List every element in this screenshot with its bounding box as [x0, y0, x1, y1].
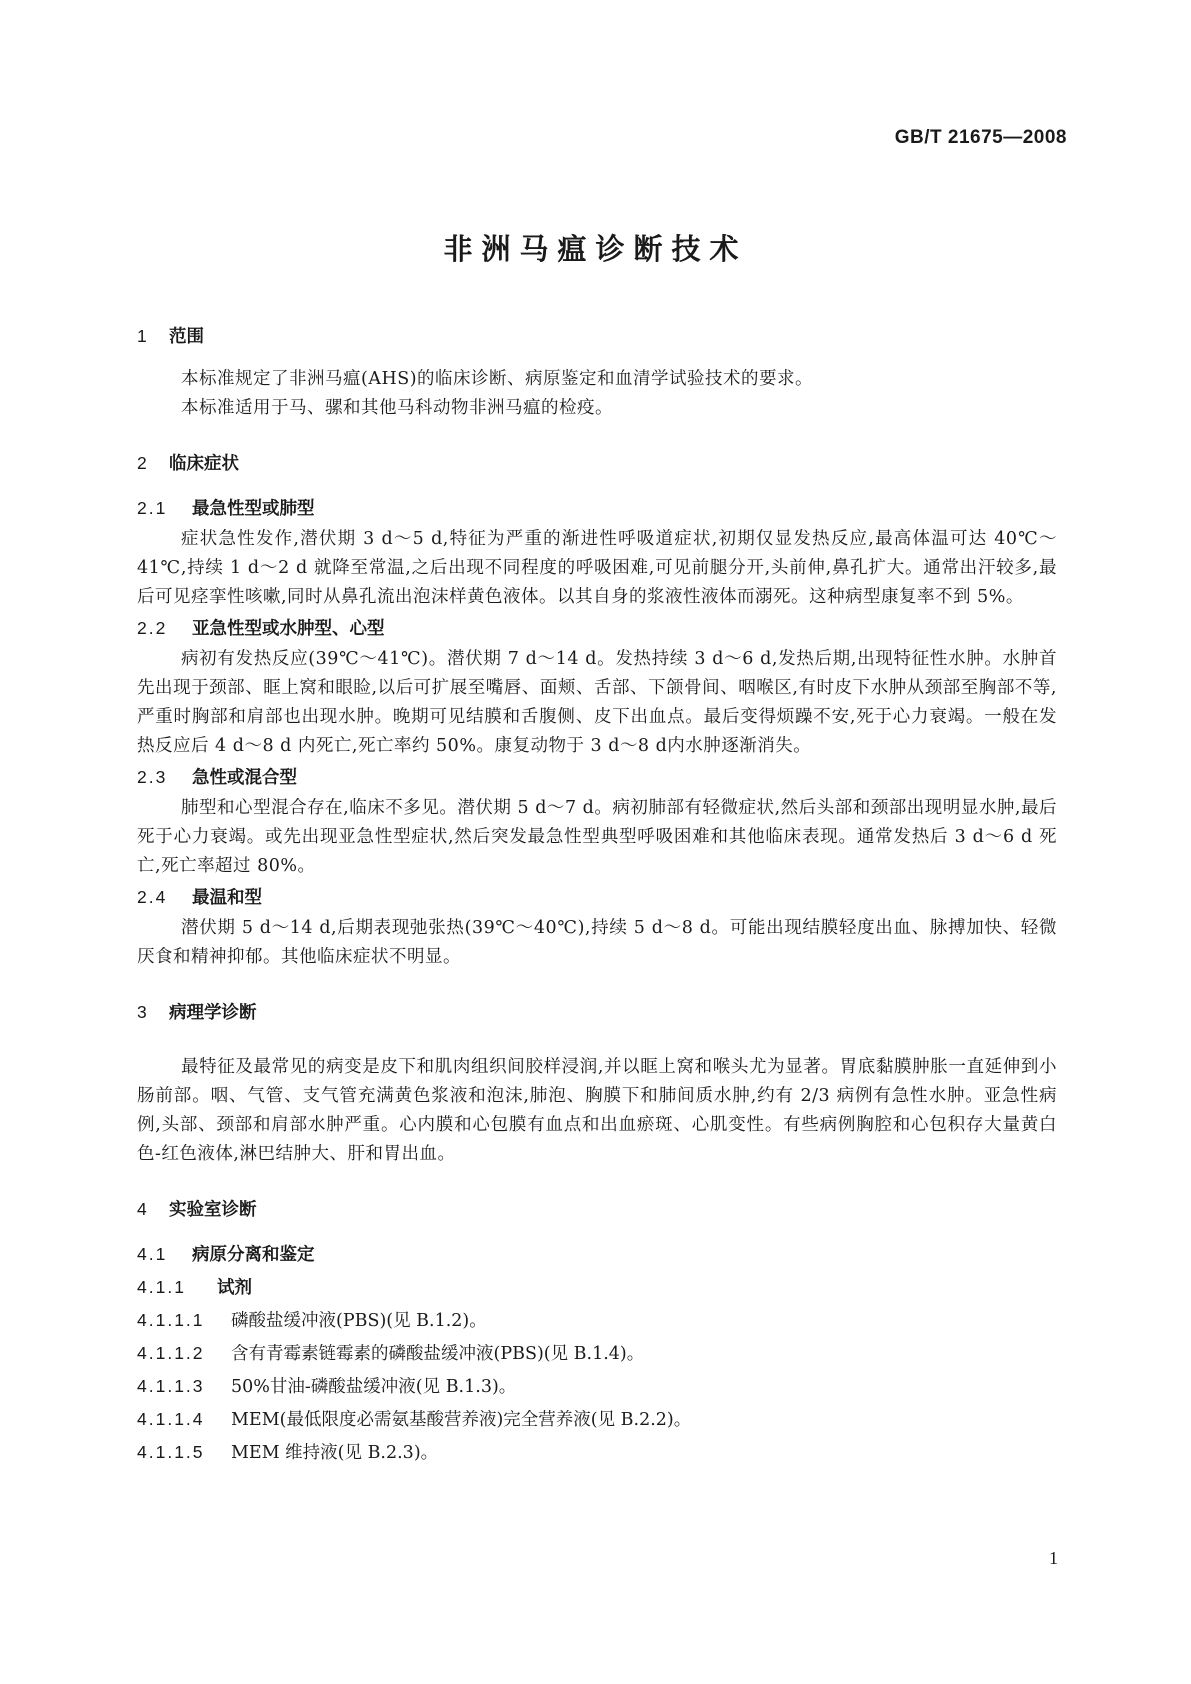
section-heading-2: 2 临床症状 — [137, 453, 239, 474]
section-heading-1: 1 范围 — [137, 326, 204, 347]
paragraph: 肺型和心型混合存在,临床不多见。潜伏期 5 d～7 d。病初肺部有轻微症状,然后头部和颈部出现明显水肿,最后死于心力衰竭。或先出现亚急性型症状,然后突发最急性型典型呼吸困难和其他临床表现。通常发热后 3 d～6 d 死亡,死亡率超过 80%。 — [137, 798, 1057, 876]
paragraph: 潜伏期 5 d～14 d,后期表现弛张热(39℃～40℃),持续 5 d～8 d。可能出现结膜轻度出血、脉搏加快、轻微厌食和精神抑郁。其他临床症状不明显。 — [137, 918, 1057, 967]
reagent-item: 4.1.1.4 MEM(最低限度必需氨基酸营养液)完全营养液(见 B.2.2)。 — [137, 1409, 692, 1430]
reagent-item: 4.1.1.1 磷酸盐缓冲液(PBS)(见 B.1.2)。 — [137, 1310, 487, 1331]
paragraph: 本标准规定了非洲马瘟(AHS)的临床诊断、病原鉴定和血清学试验技术的要求。 — [181, 369, 814, 389]
section-heading-4-1: 4.1 病原分离和鉴定 — [137, 1244, 315, 1265]
reagent-item: 4.1.1.2 含有青霉素链霉素的磷酸盐缓冲液(PBS)(见 B.1.4)。 — [137, 1343, 645, 1364]
section-heading-2-2: 2.2 亚急性型或水肿型、心型 — [137, 618, 385, 639]
section-heading-4: 4 实验室诊断 — [137, 1199, 257, 1220]
document-body — [137, 320, 1057, 1469]
section-heading-2-3: 2.3 急性或混合型 — [137, 767, 297, 788]
document-title: 非洲马瘟诊断技术 — [443, 232, 748, 266]
section-heading-3: 3 病理学诊断 — [137, 1002, 257, 1023]
section-heading-2-4: 2.4 最温和型 — [137, 887, 262, 908]
standard-code: GB/T 21675—2008 — [894, 127, 1067, 148]
paragraph: 本标准适用于马、骡和其他马科动物非洲马瘟的检疫。 — [181, 398, 613, 418]
paragraph: 病初有发热反应(39℃～41℃)。潜伏期 7 d～14 d。发热持续 3 d～6 d,发热后期,出现特征性水肿。水肿首先出现于颈部、眶上窝和眼睑,以后可扩展至嘴唇、面颊、舌部、下颌骨间、咽喉区,有时皮下水肿从颈部至胸部不等,严重时胸部和肩部也出现水肿。晚期可见结膜和舌腹侧、皮下出血点。最后变得烦躁不安,死于心力衰竭。一般在发热反应后 4 d～8 d 内死亡,死亡率约 50%。康复动物于 3 d～8 d内水肿逐渐消失。 — [137, 649, 1057, 756]
reagent-item: 4.1.1.3 50%甘油-磷酸盐缓冲液(见 B.1.3)。 — [137, 1376, 517, 1397]
paragraph: 最特征及最常见的病变是皮下和肌肉组织间胶样浸润,并以眶上窝和喉头尤为显著。胃底黏膜肿胀一直延伸到小肠前部。咽、气管、支气管充满黄色浆液和泡沫,肺泡、胸膜下和肺间质水肿,约有 2/3 病例有急性水肿。亚急性病例,头部、颈部和肩部水肿严重。心内膜和心包膜有血点和出血瘀斑、心肌变性。有些病例胸腔和心包积存大量黄白色-红色液体,淋巴结肿大、肝和胃出血。 — [137, 1057, 1057, 1164]
page-number: 1 — [1049, 1548, 1058, 1568]
paragraph: 症状急性发作,潜伏期 3 d～5 d,特征为严重的渐进性呼吸道症状,初期仅显发热反应,最高体温可达 40℃～41℃,持续 1 d～2 d 就降至常温,之后出现不同程度的呼吸困难,可见前腿分开,头前伸,鼻孔扩大。通常出汗较多,最后可见痉挛性咳嗽,同时从鼻孔流出泡沫样黄色液体。以其自身的浆液性液体而溺死。这种病型康复率不到 5%。 — [137, 529, 1057, 607]
reagent-item: 4.1.1.5 MEM 维持液(见 B.2.3)。 — [137, 1442, 439, 1463]
section-heading-2-1: 2.1 最急性型或肺型 — [137, 498, 315, 519]
section-heading-4-1-1: 4.1.1 试剂 — [137, 1277, 252, 1298]
